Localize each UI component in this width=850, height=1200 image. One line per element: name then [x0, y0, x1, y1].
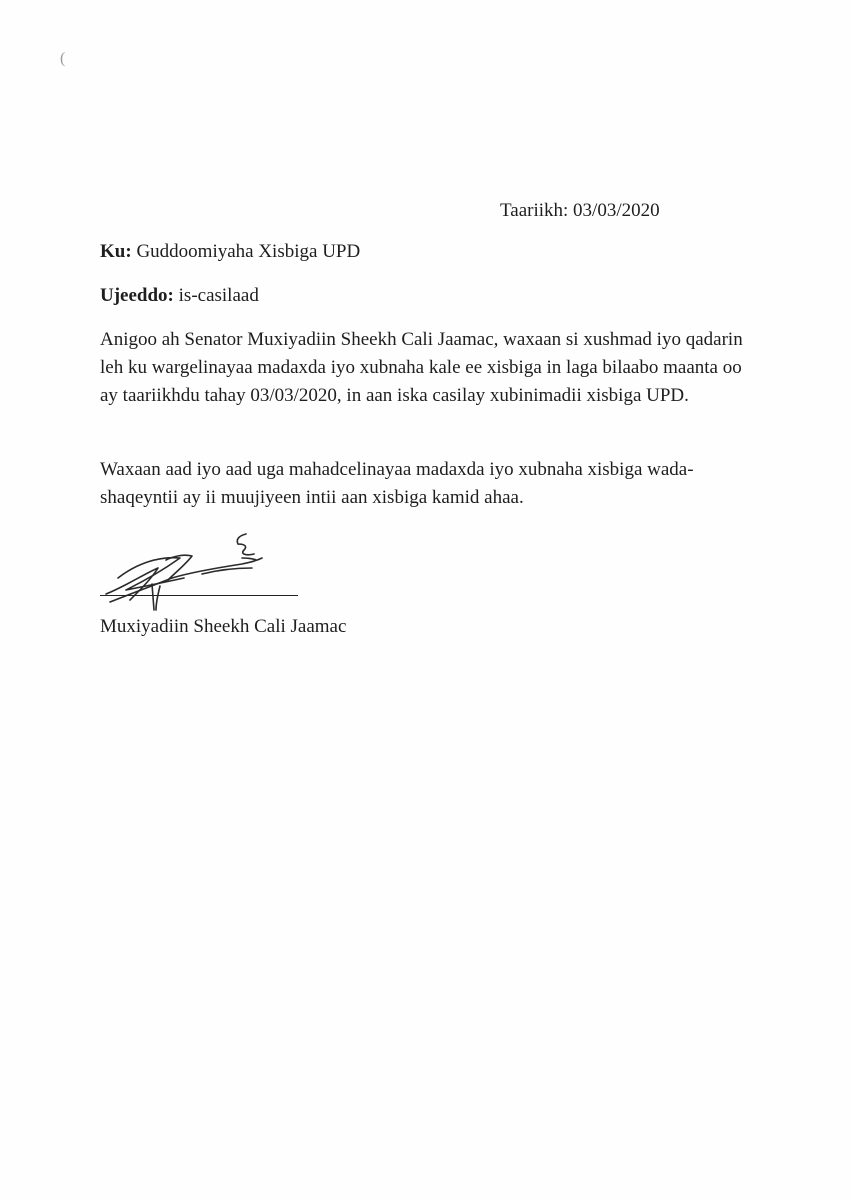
recipient-line: [100, 239, 360, 265]
recipient-value: Guddoomiyaha Xisbiga UPD: [136, 241, 361, 262]
body-paragraph-resignation: Anigoo ah Senator Muxiyadiin Sheekh Cali Jaamac, waxaan si xushmad iyo qadarin leh ku wargelinayaa madaxda iyo xubnaha kale ee xisbiga in laga bilaabo maanta oo ay taariikhdu tahay 03/03/2020, in aan iska casilay xubinimadii xisbiga UPD.: [100, 329, 743, 406]
signature-stroke: [156, 586, 160, 610]
recipient-label: Ku:: [100, 241, 132, 262]
subject-label: Ujeeddo:: [100, 285, 174, 306]
body-paragraph-thanks: Waxaan aad iyo aad uga mahadcelinayaa madaxda iyo xubnaha xisbiga wada-shaqeyntii ay ii muujiyeen intii aan xisbiga kamid ahaa.: [100, 459, 694, 508]
signature-stroke: [242, 558, 256, 560]
subject-line: [100, 283, 259, 309]
signature-stroke: [237, 534, 254, 555]
signer-name: Muxiyadiin Sheekh Cali Jaamac: [100, 616, 347, 637]
handwritten-signature: [96, 528, 306, 612]
letter-date: Taariikh: 03/03/2020: [500, 200, 660, 221]
subject-value: is-casilaad: [178, 285, 259, 306]
scan-artifact-mark: (: [60, 50, 66, 67]
signature-stroke: [152, 584, 154, 610]
signature-line: [100, 595, 298, 596]
